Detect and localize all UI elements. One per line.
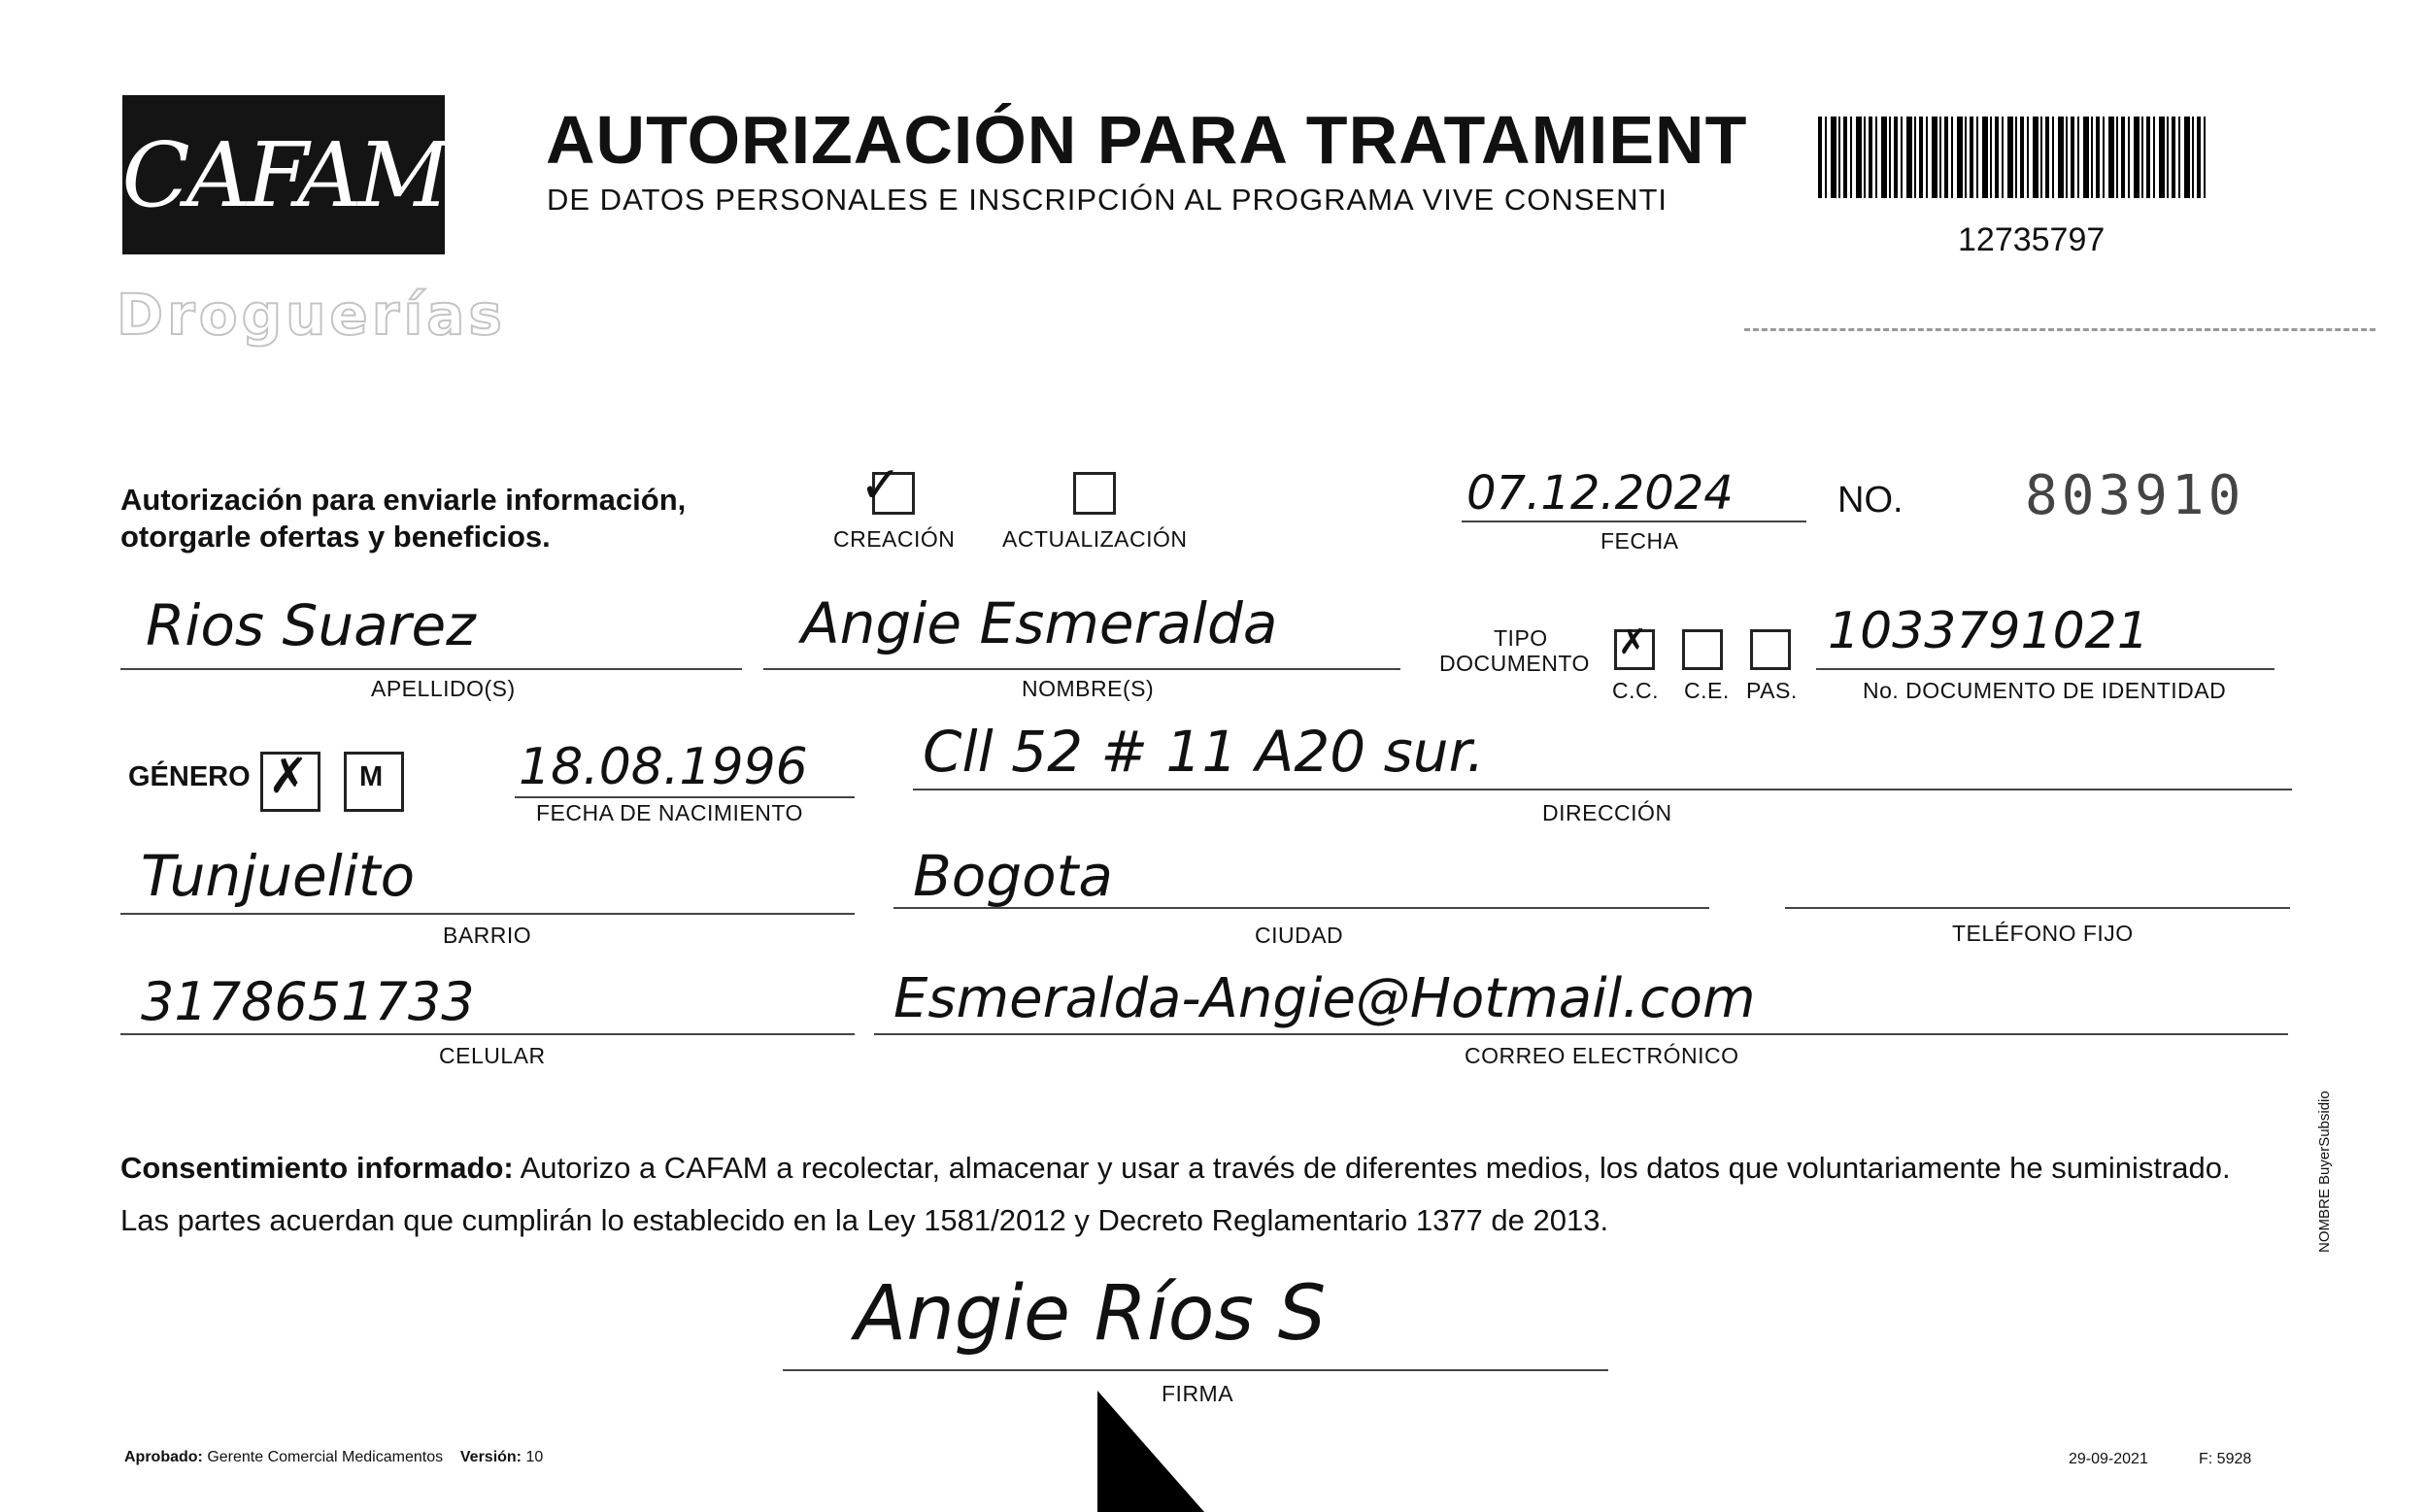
city-value[interactable]: Bogota <box>913 843 1113 909</box>
cc-label: C.C. <box>1612 678 1659 703</box>
update-checkbox[interactable] <box>1073 472 1116 515</box>
consent-text-1: Autorizo a CAFAM a recolectar, almacenar y usar a través de diferentes medios, los datos que voluntariamente he suministrado. <box>513 1151 2231 1185</box>
surnames-label: APELLIDO(S) <box>371 676 516 701</box>
footer-form-code: F: 5928 <box>2199 1451 2252 1467</box>
footer-date: 29-09-2021 <box>2069 1451 2148 1467</box>
consent-line-1 <box>120 1142 2276 1194</box>
ce-checkbox[interactable] <box>1682 629 1723 670</box>
address-value[interactable]: Cll 52 # 11 A20 sur. <box>923 719 1485 785</box>
pas-label: PAS. <box>1746 678 1798 703</box>
pas-checkbox[interactable] <box>1750 629 1791 670</box>
barcode <box>1818 117 2207 198</box>
birth-date-line <box>515 796 855 798</box>
approved-label: Aprobado: <box>124 1449 203 1465</box>
surnames-line <box>120 668 742 670</box>
version-value: 10 <box>525 1449 544 1465</box>
phone-line[interactable] <box>1785 907 2290 909</box>
consent-paragraph <box>120 1142 2276 1247</box>
number-value: 803910 <box>2025 464 2245 527</box>
names-value[interactable]: Angie Esmeralda <box>801 590 1278 656</box>
email-line <box>874 1033 2288 1035</box>
doc-type-label-1: TIPO <box>1494 625 1548 651</box>
mobile-line <box>120 1033 855 1035</box>
address-line <box>913 789 2292 790</box>
birth-date-value[interactable]: 18.08.1996 <box>519 738 808 796</box>
consent-line-2: Las partes acuerdan que cumplirán lo establecido en la Ley 1581/2012 y Decreto Reglamentario 1377 de 2013. <box>120 1203 1609 1237</box>
footer-approved <box>124 1449 543 1466</box>
form-subtitle: DE DATOS PERSONALES E INSCRIPCIÓN AL PROGRAMA VIVE CONSENTI <box>547 183 1668 217</box>
email-value[interactable]: Esmeralda-Angie@Hotmail.com <box>893 967 1756 1030</box>
birth-date-label: FECHA DE NACIMIENTO <box>536 800 803 825</box>
authorization-line-1: Autorización para enviarle información, <box>120 483 687 517</box>
names-line <box>763 668 1400 670</box>
divider-dashed <box>1744 328 2375 331</box>
date-label: FECHA <box>1600 528 1679 554</box>
authorization-line-2: otorgarle ofertas y beneficios. <box>120 520 551 554</box>
address-label: DIRECCIÓN <box>1542 800 1672 825</box>
doc-number-line <box>1816 668 2274 670</box>
side-vertical-text: NOMBRE BuyerSubsidio <box>2316 1091 2333 1253</box>
ce-label: C.E. <box>1684 678 1730 703</box>
gender-f-mark: ✗ <box>268 749 309 803</box>
signature-label: FIRMA <box>1162 1381 1234 1406</box>
approved-value: Gerente Comercial Medicamentos <box>207 1449 444 1465</box>
city-label: CIUDAD <box>1255 923 1344 948</box>
names-label: NOMBRE(S) <box>1022 676 1155 701</box>
phone-label: TELÉFONO FIJO <box>1952 921 2134 946</box>
doc-number-label: No. DOCUMENTO DE IDENTIDAD <box>1863 678 2227 703</box>
date-line <box>1462 521 1806 522</box>
cafam-logo: CAFAM <box>121 122 446 227</box>
signature-line <box>783 1369 1608 1371</box>
barrio-line <box>120 913 855 915</box>
cc-mark: ✗ <box>1618 622 1648 661</box>
creation-check-mark: ✓ <box>859 457 902 514</box>
doc-type-label-2: DOCUMENTO <box>1439 651 1590 676</box>
surnames-value[interactable]: Rios Suarez <box>146 592 476 658</box>
email-label: CORREO ELECTRÓNICO <box>1465 1043 1739 1068</box>
consent-heading: Consentimiento informado: <box>120 1151 514 1185</box>
authorization-text <box>120 482 742 555</box>
number-label: NO. <box>1837 480 1904 521</box>
gender-label: GÉNERO <box>128 761 251 792</box>
logo-subtitle: Droguerías <box>117 282 506 348</box>
form-title: AUTORIZACIÓN PARA TRATAMIENT <box>546 102 1748 178</box>
doc-number-value[interactable]: 1033791021 <box>1828 602 2149 660</box>
black-triangle-mark <box>1097 1391 1204 1512</box>
version-label: Versión: <box>459 1449 522 1465</box>
signature[interactable]: Angie Ríos S <box>855 1270 1327 1358</box>
barrio-label: BARRIO <box>443 923 532 948</box>
update-label: ACTUALIZACIÓN <box>1002 526 1188 552</box>
creation-label: CREACIÓN <box>833 526 956 552</box>
city-line <box>893 907 1709 909</box>
barcode-number: 12735797 <box>1958 221 2106 258</box>
mobile-label: CELULAR <box>439 1043 546 1068</box>
date-value[interactable]: 07.12.2024 <box>1466 466 1734 521</box>
barrio-value[interactable]: Tunjuelito <box>141 843 416 909</box>
mobile-value[interactable]: 3178651733 <box>141 971 475 1032</box>
gender-m-label: M <box>359 761 384 792</box>
